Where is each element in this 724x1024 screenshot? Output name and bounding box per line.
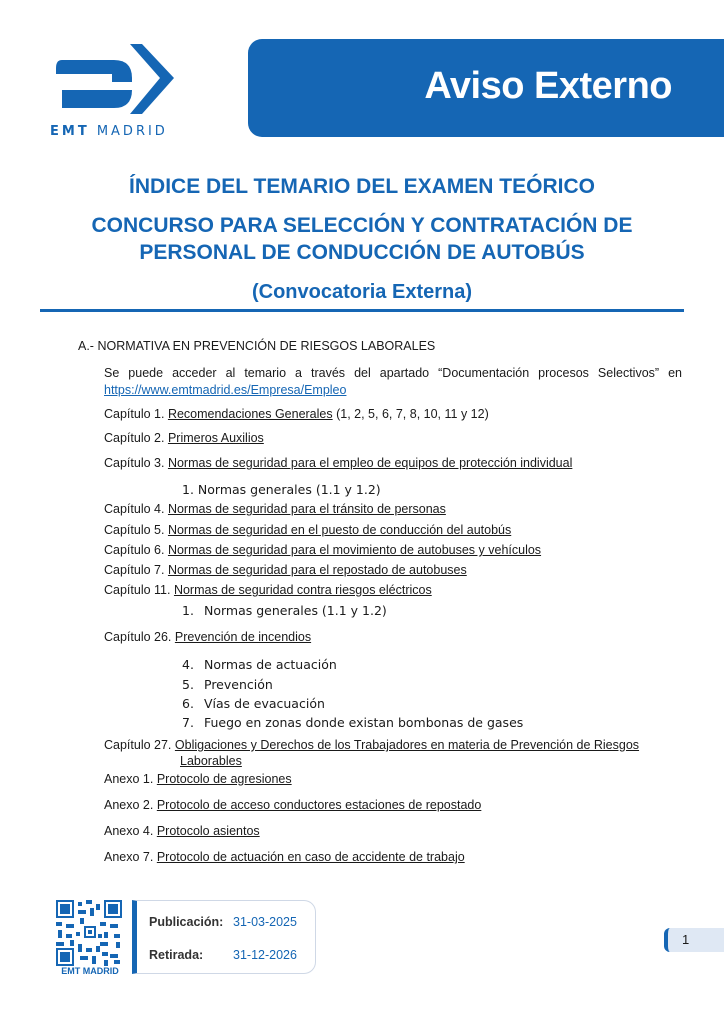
withdrawal-date: 31-12-2026 bbox=[233, 948, 297, 962]
intro-paragraph bbox=[104, 365, 682, 399]
document-titles bbox=[0, 172, 724, 306]
list-item: 6. Vías de evacuación bbox=[182, 696, 325, 711]
chapter-11-link[interactable]: Normas de seguridad contra riesgos eléctricos bbox=[173, 583, 432, 597]
publication-box bbox=[132, 900, 316, 974]
chapter-26: Capítulo 26. Prevención de incendios bbox=[104, 630, 312, 644]
list-item: 4. Normas de actuación bbox=[182, 657, 337, 672]
chapter-5: Capítulo 5. Normas de seguridad en el puesto de conducción del autobús bbox=[104, 523, 512, 537]
banner-title: Aviso Externo bbox=[424, 65, 672, 107]
annex-2: Anexo 2. Protocolo de acceso conductores estaciones de repostado bbox=[104, 798, 482, 812]
chapter-3-link[interactable]: Normas de seguridad para el empleo de equipos de protección individual bbox=[167, 456, 573, 470]
emt-logo bbox=[50, 38, 180, 146]
chapter-1-link[interactable]: Recomendaciones Generales bbox=[167, 407, 333, 421]
page-number: 1 bbox=[682, 932, 690, 947]
page-number-box bbox=[664, 928, 724, 952]
chapter-3: Capítulo 3. Normas de seguridad para el empleo de equipos de protección individual bbox=[104, 456, 573, 470]
logo-wordmark: EMT MADRID bbox=[50, 124, 168, 139]
chapter-7: Capítulo 7. Normas de seguridad para el repostado de autobuses bbox=[104, 563, 467, 577]
chapter-27-link-cont[interactable]: Laborables bbox=[180, 754, 242, 768]
publication-label: Publicación: bbox=[149, 915, 224, 929]
chapter-2-link[interactable]: Primeros Auxilios bbox=[167, 431, 264, 445]
chapter-7-link[interactable]: Normas de seguridad para el repostado de autobuses bbox=[167, 563, 467, 577]
chapter-5-link[interactable]: Normas de seguridad en el puesto de conducción del autobús bbox=[167, 523, 512, 537]
temario-link[interactable]: https://www.emtmadrid.es/Empresa/Empleo bbox=[104, 383, 347, 397]
list-item: 7. Fuego en zonas donde existan bombonas de gases bbox=[182, 715, 524, 730]
chapter-2: Capítulo 2. Primeros Auxilios bbox=[104, 431, 264, 445]
title-line-2a: CONCURSO PARA SELECCIÓN Y CONTRATACIÓN DE bbox=[91, 214, 633, 237]
annex-2-link[interactable]: Protocolo de acceso conductores estaciones de repostado bbox=[156, 798, 482, 812]
annex-4: Anexo 4. Protocolo asientos bbox=[104, 824, 260, 838]
title-line-1: ÍNDICE DEL TEMARIO DEL EXAMEN TEÓRICO bbox=[129, 175, 595, 198]
annex-1-link[interactable]: Protocolo de agresiones bbox=[156, 772, 292, 786]
title-line-3: (Convocatoria Externa) bbox=[251, 281, 473, 303]
chapter-27-link[interactable]: Obligaciones y Derechos de los Trabajadores en materia de Prevención de Riesgos bbox=[174, 738, 640, 752]
header-banner bbox=[248, 39, 724, 137]
chapter-6: Capítulo 6. Normas de seguridad para el movimiento de autobuses y vehículos bbox=[104, 543, 542, 557]
publication-date: 31-03-2025 bbox=[233, 915, 297, 929]
chapter-27: Capítulo 27. Obligaciones y Derechos de los Trabajadores en materia de Prevención de Riesgos bbox=[104, 738, 640, 752]
section-heading: A.- NORMATIVA EN PREVENCIÓN DE RIESGOS LABORALES bbox=[78, 339, 436, 353]
chapter-4-link[interactable]: Normas de seguridad para el tránsito de personas bbox=[167, 502, 446, 516]
list-item: 5. Prevención bbox=[182, 677, 273, 692]
annex-4-link[interactable]: Protocolo asientos bbox=[156, 824, 260, 838]
qr-label: EMT MADRID bbox=[61, 966, 119, 976]
title-divider bbox=[40, 309, 684, 312]
annex-7: Anexo 7. Protocolo de actuación en caso de accidente de trabajo bbox=[104, 850, 465, 864]
chapter-1: Capítulo 1. Recomendaciones Generales (1, 2, 5, 6, 7, 8, 10, 11 y 12) bbox=[104, 407, 489, 421]
emt-logo-icon bbox=[50, 38, 180, 122]
chapter-4: Capítulo 4. Normas de seguridad para el tránsito de personas bbox=[104, 502, 446, 516]
chapter-26-link[interactable]: Prevención de incendios bbox=[174, 630, 312, 644]
annex-1: Anexo 1. Protocolo de agresiones bbox=[104, 772, 292, 786]
chapter-3-subitem: 1. Normas generales (1.1 y 1.2) bbox=[182, 482, 381, 497]
chapter-6-link[interactable]: Normas de seguridad para el movimiento de autobuses y vehículos bbox=[167, 543, 542, 557]
withdrawal-label: Retirada: bbox=[149, 948, 204, 962]
chapter-11-subitem: 1. Normas generales (1.1 y 1.2) bbox=[182, 603, 387, 618]
annex-7-link[interactable]: Protocolo de actuación en caso de accidente de trabajo bbox=[156, 850, 465, 864]
title-line-2b: PERSONAL DE CONDUCCIÓN DE AUTOBÚS bbox=[139, 241, 585, 264]
qr-code-icon[interactable] bbox=[56, 900, 122, 966]
chapter-11: Capítulo 11. Normas de seguridad contra riesgos eléctricos bbox=[104, 583, 432, 597]
intro-text: Se puede acceder al temario a través del apartado “Documentación procesos Selectivos” en bbox=[104, 366, 682, 380]
